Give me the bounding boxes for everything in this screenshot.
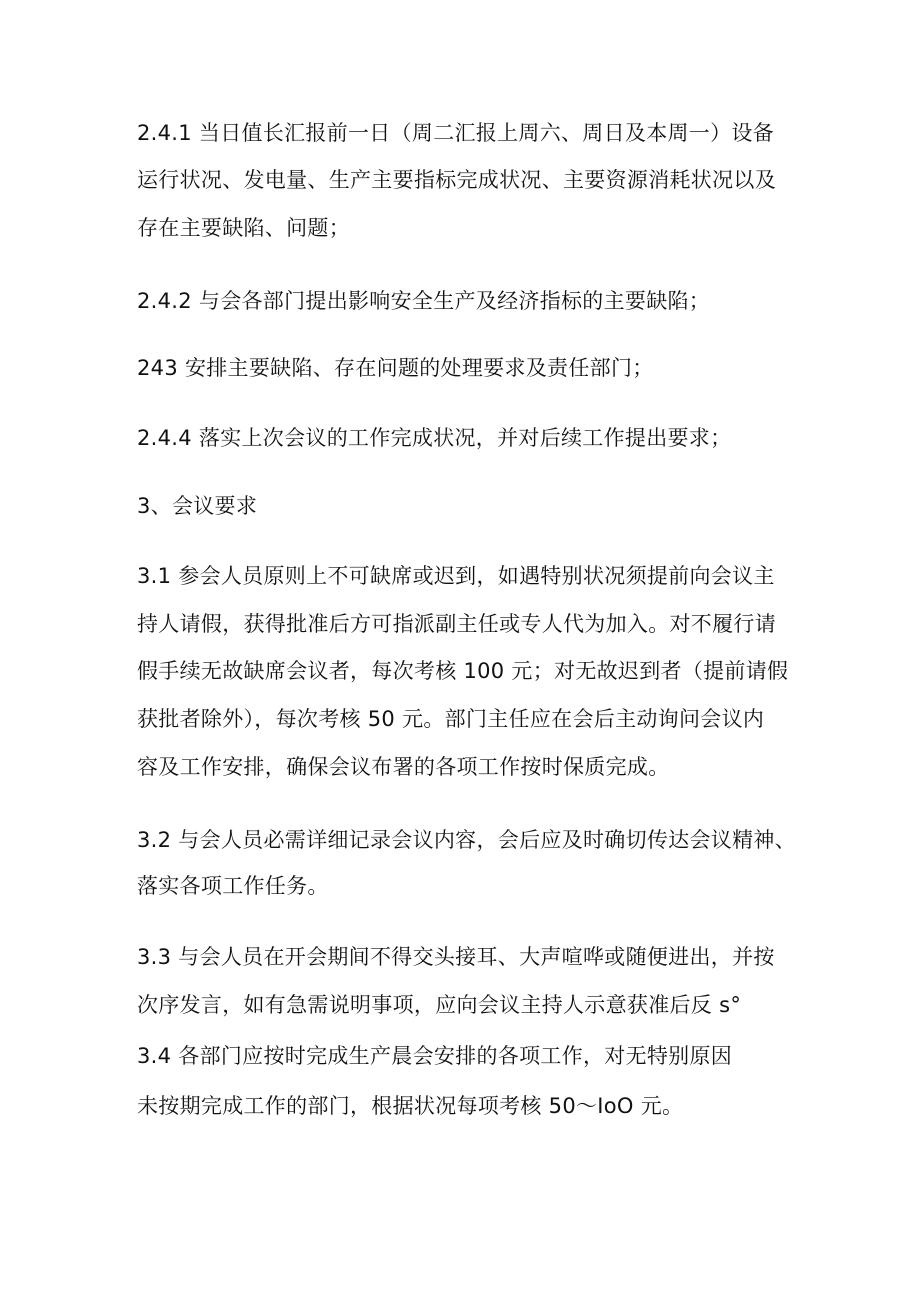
paragraph-3-1-line-5: 容及工作安排，确保会议布署的各项工作按时保质完成。 [137, 755, 670, 779]
paragraph-3-2-line-1: 3.2 与会人员必需详细记录会议内容，会后应及时确切传达会议精神、 [137, 828, 796, 852]
paragraph-3-4-line-1: 3.4 各部门应按时完成生产晨会安排的各项工作，对无特别原因 [137, 1044, 733, 1068]
paragraph-3-3-line-1: 3.3 与会人员在开会期间不得交头接耳、大声喧哗或随便进出，并按 [137, 945, 775, 969]
paragraph-3-4-line-2: 未按期完成工作的部门，根据状况每项考核 50～IoO 元。 [137, 1094, 684, 1118]
paragraph-3-2-line-2: 落实各项工作任务。 [137, 874, 329, 898]
paragraph-2-4-1-line-3: 存在主要缺陷、问题； [137, 216, 350, 240]
paragraph-3-1-line-2: 持人请假，获得批准后方可指派副主任或专人代为加入。对不履行请 [137, 612, 776, 636]
paragraph-3-1-line-3: 假手续无故缺席会议者，每次考核 100 元；对无故迟到者（提前请假 [137, 659, 789, 683]
paragraph-3-1-line-4: 获批者除外），每次考核 50 元。部门主任应在会后主动询问会议内 [137, 707, 765, 731]
paragraph-2-4-2-line-1: 2.4.2 与会各部门提出影响安全生产及经济指标的主要缺陷； [137, 289, 711, 313]
paragraph-2-4-1-line-1: 2.4.1 当日值长汇报前一日（周二汇报上周六、周日及本周一）设备 [137, 121, 775, 145]
paragraph-2-4-3-line-1: 243 安排主要缺陷、存在问题的处理要求及责任部门； [137, 356, 654, 380]
paragraph-2-4-1-line-2: 运行状况、发电量、生产主要指标完成状况、主要资源消耗状况以及 [137, 168, 776, 192]
paragraph-2-4-4-line-1: 2.4.4 落实上次会议的工作完成状况，并对后续工作提出要求； [137, 426, 732, 450]
paragraph-3-3-line-2: 次序发言，如有急需说明事项，应向会议主持人示意获准后反 s° [137, 993, 742, 1017]
section-3-heading: 3、会议要求 [137, 494, 258, 518]
paragraph-3-1-line-1: 3.1 参会人员原则上不可缺席或迟到，如遇特别状况须提前向会议主 [137, 564, 775, 588]
